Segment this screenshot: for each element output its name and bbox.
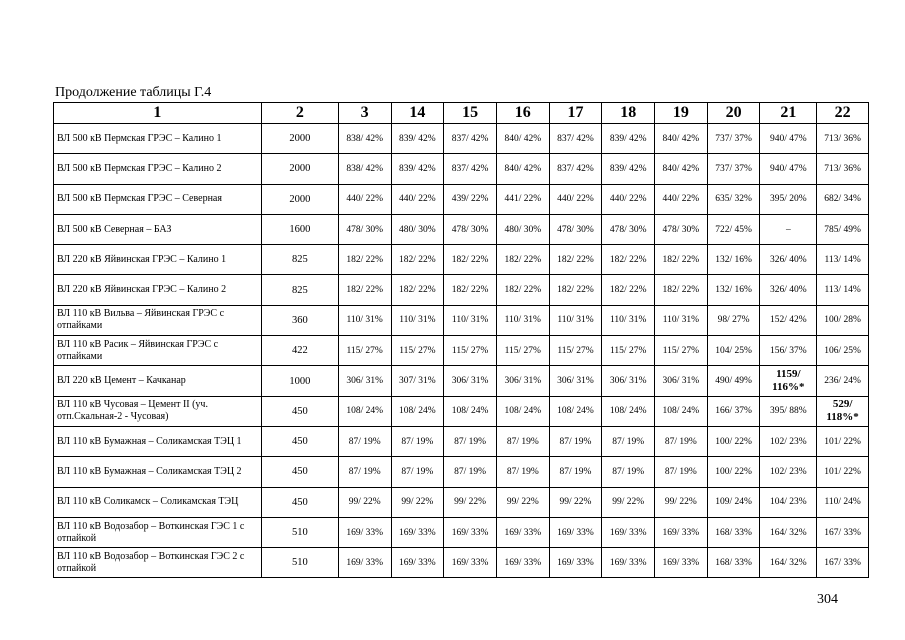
load-cell: 169/ 33% bbox=[338, 517, 391, 547]
load-cell: 395/ 20% bbox=[760, 184, 817, 214]
capacity-cell: 2000 bbox=[261, 184, 338, 214]
load-cell: 236/ 24% bbox=[817, 366, 869, 396]
line-name-cell: ВЛ 220 кВ Яйвинская ГРЭС – Калино 2 bbox=[54, 275, 262, 305]
load-cell: 115/ 27% bbox=[602, 336, 655, 366]
table-row bbox=[54, 336, 869, 366]
page-number: 304 bbox=[817, 592, 838, 607]
load-cell: 169/ 33% bbox=[444, 517, 497, 547]
load-cell: 99/ 22% bbox=[655, 487, 708, 517]
load-cell: 169/ 33% bbox=[655, 517, 708, 547]
load-cell: 87/ 19% bbox=[602, 426, 655, 456]
capacity-cell: 825 bbox=[261, 275, 338, 305]
column-header: 19 bbox=[655, 103, 708, 124]
column-header: 22 bbox=[817, 103, 869, 124]
load-cell: 490/ 49% bbox=[707, 366, 760, 396]
load-cell: 440/ 22% bbox=[655, 184, 708, 214]
load-cell: 169/ 33% bbox=[496, 548, 549, 578]
load-cell: 737/ 37% bbox=[707, 124, 760, 154]
table-row bbox=[54, 517, 869, 547]
load-cell: 440/ 22% bbox=[602, 184, 655, 214]
load-cell: 87/ 19% bbox=[444, 457, 497, 487]
load-cell: 108/ 24% bbox=[444, 396, 497, 426]
load-cell: 169/ 33% bbox=[655, 548, 708, 578]
load-cell: 110/ 31% bbox=[602, 305, 655, 335]
column-header: 3 bbox=[338, 103, 391, 124]
capacity-cell: 360 bbox=[261, 305, 338, 335]
load-cell: 182/ 22% bbox=[496, 275, 549, 305]
load-cell: 737/ 37% bbox=[707, 154, 760, 184]
line-name-cell: ВЛ 500 кВ Северная – БАЗ bbox=[54, 214, 262, 244]
line-name-cell: ВЛ 110 кВ Расик – Яйвинская ГРЭС с отпайками bbox=[54, 336, 262, 366]
load-cell: 99/ 22% bbox=[549, 487, 602, 517]
load-cell: 100/ 22% bbox=[707, 426, 760, 456]
table-row bbox=[54, 154, 869, 184]
data-table bbox=[53, 102, 869, 578]
load-cell: 108/ 24% bbox=[549, 396, 602, 426]
load-cell: 306/ 31% bbox=[655, 366, 708, 396]
load-cell: 110/ 31% bbox=[444, 305, 497, 335]
line-name-cell: ВЛ 110 кВ Бумажная – Соликамская ТЭЦ 2 bbox=[54, 457, 262, 487]
load-cell: 167/ 33% bbox=[817, 517, 869, 547]
load-cell: 182/ 22% bbox=[444, 245, 497, 275]
load-cell: 110/ 31% bbox=[496, 305, 549, 335]
load-cell: 87/ 19% bbox=[391, 457, 444, 487]
load-cell: 182/ 22% bbox=[496, 245, 549, 275]
load-cell: 839/ 42% bbox=[391, 124, 444, 154]
load-cell: 840/ 42% bbox=[655, 124, 708, 154]
load-cell: 106/ 25% bbox=[817, 336, 869, 366]
load-cell: 480/ 30% bbox=[391, 214, 444, 244]
load-cell: 132/ 16% bbox=[707, 245, 760, 275]
load-cell: 101/ 22% bbox=[817, 457, 869, 487]
capacity-cell: 510 bbox=[261, 517, 338, 547]
load-cell: 182/ 22% bbox=[444, 275, 497, 305]
load-cell: 306/ 31% bbox=[602, 366, 655, 396]
load-cell: 99/ 22% bbox=[444, 487, 497, 517]
load-cell: 306/ 31% bbox=[338, 366, 391, 396]
line-name-cell: ВЛ 110 кВ Вильва – Яйвинская ГРЭС с отпайками bbox=[54, 305, 262, 335]
load-cell: 478/ 30% bbox=[338, 214, 391, 244]
load-cell: 837/ 42% bbox=[549, 154, 602, 184]
load-cell: 307/ 31% bbox=[391, 366, 444, 396]
capacity-cell: 2000 bbox=[261, 124, 338, 154]
load-cell: 439/ 22% bbox=[444, 184, 497, 214]
load-cell: 87/ 19% bbox=[338, 457, 391, 487]
load-cell: 840/ 42% bbox=[496, 124, 549, 154]
load-cell: 169/ 33% bbox=[602, 517, 655, 547]
load-cell: 182/ 22% bbox=[391, 275, 444, 305]
load-cell: 169/ 33% bbox=[602, 548, 655, 578]
load-cell: 99/ 22% bbox=[602, 487, 655, 517]
load-cell: 164/ 32% bbox=[760, 517, 817, 547]
capacity-cell: 422 bbox=[261, 336, 338, 366]
line-name-cell: ВЛ 220 кВ Цемент – Качканар bbox=[54, 366, 262, 396]
table-body bbox=[54, 124, 869, 578]
line-name-cell: ВЛ 110 кВ Водозабор – Воткинская ГЭС 1 с отпайкой bbox=[54, 517, 262, 547]
load-cell: 104/ 23% bbox=[760, 487, 817, 517]
load-cell: 169/ 33% bbox=[549, 517, 602, 547]
load-cell: 478/ 30% bbox=[549, 214, 602, 244]
load-cell: 440/ 22% bbox=[391, 184, 444, 214]
load-cell: 87/ 19% bbox=[602, 457, 655, 487]
load-cell: 182/ 22% bbox=[655, 275, 708, 305]
load-cell: 101/ 22% bbox=[817, 426, 869, 456]
load-cell: 169/ 33% bbox=[391, 517, 444, 547]
load-cell: 182/ 22% bbox=[338, 245, 391, 275]
load-cell: 152/ 42% bbox=[760, 305, 817, 335]
load-cell: 440/ 22% bbox=[549, 184, 602, 214]
load-cell: 102/ 23% bbox=[760, 457, 817, 487]
table-row bbox=[54, 275, 869, 305]
load-cell: 837/ 42% bbox=[444, 154, 497, 184]
load-cell: 115/ 27% bbox=[655, 336, 708, 366]
load-cell: 326/ 40% bbox=[760, 245, 817, 275]
load-cell: 182/ 22% bbox=[549, 245, 602, 275]
load-cell: 132/ 16% bbox=[707, 275, 760, 305]
load-cell: 169/ 33% bbox=[496, 517, 549, 547]
line-name-cell: ВЛ 500 кВ Пермская ГРЭС – Калино 1 bbox=[54, 124, 262, 154]
load-cell: 104/ 25% bbox=[707, 336, 760, 366]
line-name-cell: ВЛ 500 кВ Пермская ГРЭС – Северная bbox=[54, 184, 262, 214]
load-cell: 99/ 22% bbox=[496, 487, 549, 517]
load-cell: 168/ 33% bbox=[707, 548, 760, 578]
load-cell: 169/ 33% bbox=[549, 548, 602, 578]
load-cell: 110/ 31% bbox=[549, 305, 602, 335]
column-header: 20 bbox=[707, 103, 760, 124]
column-header: 18 bbox=[602, 103, 655, 124]
load-cell: 682/ 34% bbox=[817, 184, 869, 214]
column-header: 2 bbox=[261, 103, 338, 124]
load-cell: 837/ 42% bbox=[444, 124, 497, 154]
load-cell: 87/ 19% bbox=[338, 426, 391, 456]
load-cell: 713/ 36% bbox=[817, 154, 869, 184]
load-cell: 169/ 33% bbox=[338, 548, 391, 578]
load-cell: 87/ 19% bbox=[549, 426, 602, 456]
load-cell: 87/ 19% bbox=[496, 457, 549, 487]
load-cell: 529/ 118%* bbox=[817, 396, 869, 426]
load-cell: 108/ 24% bbox=[602, 396, 655, 426]
line-name-cell: ВЛ 110 кВ Чусовая – Цемент II (уч. отп.Скальная-2 - Чусовая) bbox=[54, 396, 262, 426]
table-row bbox=[54, 548, 869, 578]
load-cell: 441/ 22% bbox=[496, 184, 549, 214]
table-row bbox=[54, 366, 869, 396]
table-row bbox=[54, 245, 869, 275]
load-cell: 182/ 22% bbox=[391, 245, 444, 275]
column-header: 21 bbox=[760, 103, 817, 124]
column-header: 14 bbox=[391, 103, 444, 124]
line-name-cell: ВЛ 110 кВ Бумажная – Соликамская ТЭЦ 1 bbox=[54, 426, 262, 456]
capacity-cell: 450 bbox=[261, 396, 338, 426]
load-cell: 108/ 24% bbox=[655, 396, 708, 426]
load-cell: 99/ 22% bbox=[391, 487, 444, 517]
load-cell: 395/ 88% bbox=[760, 396, 817, 426]
load-cell: 110/ 31% bbox=[338, 305, 391, 335]
capacity-cell: 1600 bbox=[261, 214, 338, 244]
load-cell: 113/ 14% bbox=[817, 275, 869, 305]
load-cell: 635/ 32% bbox=[707, 184, 760, 214]
load-cell: 115/ 27% bbox=[338, 336, 391, 366]
load-cell: 478/ 30% bbox=[655, 214, 708, 244]
load-cell: 108/ 24% bbox=[496, 396, 549, 426]
load-cell: 839/ 42% bbox=[602, 154, 655, 184]
load-cell: 87/ 19% bbox=[549, 457, 602, 487]
load-cell: 87/ 19% bbox=[444, 426, 497, 456]
load-cell: 110/ 31% bbox=[655, 305, 708, 335]
capacity-cell: 825 bbox=[261, 245, 338, 275]
load-cell: 940/ 47% bbox=[760, 124, 817, 154]
load-cell: 182/ 22% bbox=[602, 245, 655, 275]
load-cell: 306/ 31% bbox=[496, 366, 549, 396]
line-name-cell: ВЛ 110 кВ Водозабор – Воткинская ГЭС 2 с отпайкой bbox=[54, 548, 262, 578]
load-cell: 87/ 19% bbox=[655, 457, 708, 487]
line-name-cell: ВЛ 220 кВ Яйвинская ГРЭС – Калино 1 bbox=[54, 245, 262, 275]
load-cell: 113/ 14% bbox=[817, 245, 869, 275]
header-row bbox=[54, 103, 869, 124]
load-cell: 98/ 27% bbox=[707, 305, 760, 335]
load-cell: 167/ 33% bbox=[817, 548, 869, 578]
load-cell: 306/ 31% bbox=[549, 366, 602, 396]
load-cell: 478/ 30% bbox=[444, 214, 497, 244]
column-header: 15 bbox=[444, 103, 497, 124]
load-cell: 108/ 24% bbox=[391, 396, 444, 426]
load-cell: 182/ 22% bbox=[655, 245, 708, 275]
load-cell: 115/ 27% bbox=[444, 336, 497, 366]
load-cell: 110/ 24% bbox=[817, 487, 869, 517]
load-cell: 87/ 19% bbox=[496, 426, 549, 456]
table-row bbox=[54, 305, 869, 335]
load-cell: 940/ 47% bbox=[760, 154, 817, 184]
load-cell: 478/ 30% bbox=[602, 214, 655, 244]
load-cell: 838/ 42% bbox=[338, 154, 391, 184]
load-cell: 182/ 22% bbox=[549, 275, 602, 305]
load-cell: 839/ 42% bbox=[602, 124, 655, 154]
load-cell: 182/ 22% bbox=[602, 275, 655, 305]
load-cell: 109/ 24% bbox=[707, 487, 760, 517]
table-row bbox=[54, 214, 869, 244]
line-name-cell: ВЛ 500 кВ Пермская ГРЭС – Калино 2 bbox=[54, 154, 262, 184]
table-row bbox=[54, 184, 869, 214]
load-cell: 87/ 19% bbox=[655, 426, 708, 456]
load-cell: 722/ 45% bbox=[707, 214, 760, 244]
table-row bbox=[54, 457, 869, 487]
table-row bbox=[54, 124, 869, 154]
load-cell: 102/ 23% bbox=[760, 426, 817, 456]
column-header: 17 bbox=[549, 103, 602, 124]
capacity-cell: 1000 bbox=[261, 366, 338, 396]
load-cell: 108/ 24% bbox=[338, 396, 391, 426]
load-cell: 168/ 33% bbox=[707, 517, 760, 547]
load-cell: 1159/ 116%* bbox=[760, 366, 817, 396]
load-cell: 839/ 42% bbox=[391, 154, 444, 184]
load-cell: 115/ 27% bbox=[496, 336, 549, 366]
load-cell: 110/ 31% bbox=[391, 305, 444, 335]
column-header: 1 bbox=[54, 103, 262, 124]
capacity-cell: 2000 bbox=[261, 154, 338, 184]
line-name-cell: ВЛ 110 кВ Соликамск – Соликамская ТЭЦ bbox=[54, 487, 262, 517]
table-row bbox=[54, 487, 869, 517]
table-row bbox=[54, 396, 869, 426]
load-cell: 837/ 42% bbox=[549, 124, 602, 154]
table-caption: Продолжение таблицы Г.4 bbox=[55, 85, 212, 100]
load-cell: 87/ 19% bbox=[391, 426, 444, 456]
load-cell: 115/ 27% bbox=[549, 336, 602, 366]
load-cell: 156/ 37% bbox=[760, 336, 817, 366]
load-cell: 164/ 32% bbox=[760, 548, 817, 578]
load-cell: 840/ 42% bbox=[496, 154, 549, 184]
load-cell: 115/ 27% bbox=[391, 336, 444, 366]
capacity-cell: 510 bbox=[261, 548, 338, 578]
load-cell: 166/ 37% bbox=[707, 396, 760, 426]
load-cell: 840/ 42% bbox=[655, 154, 708, 184]
load-cell: 480/ 30% bbox=[496, 214, 549, 244]
column-header: 16 bbox=[496, 103, 549, 124]
table-row bbox=[54, 426, 869, 456]
load-cell: 169/ 33% bbox=[444, 548, 497, 578]
load-cell: 440/ 22% bbox=[338, 184, 391, 214]
load-cell: 169/ 33% bbox=[391, 548, 444, 578]
capacity-cell: 450 bbox=[261, 457, 338, 487]
load-cell: 838/ 42% bbox=[338, 124, 391, 154]
capacity-cell: 450 bbox=[261, 487, 338, 517]
load-cell: 713/ 36% bbox=[817, 124, 869, 154]
load-cell: 785/ 49% bbox=[817, 214, 869, 244]
load-cell: – bbox=[760, 214, 817, 244]
load-cell: 99/ 22% bbox=[338, 487, 391, 517]
load-cell: 182/ 22% bbox=[338, 275, 391, 305]
capacity-cell: 450 bbox=[261, 426, 338, 456]
load-cell: 326/ 40% bbox=[760, 275, 817, 305]
load-cell: 100/ 22% bbox=[707, 457, 760, 487]
load-cell: 100/ 28% bbox=[817, 305, 869, 335]
load-cell: 306/ 31% bbox=[444, 366, 497, 396]
